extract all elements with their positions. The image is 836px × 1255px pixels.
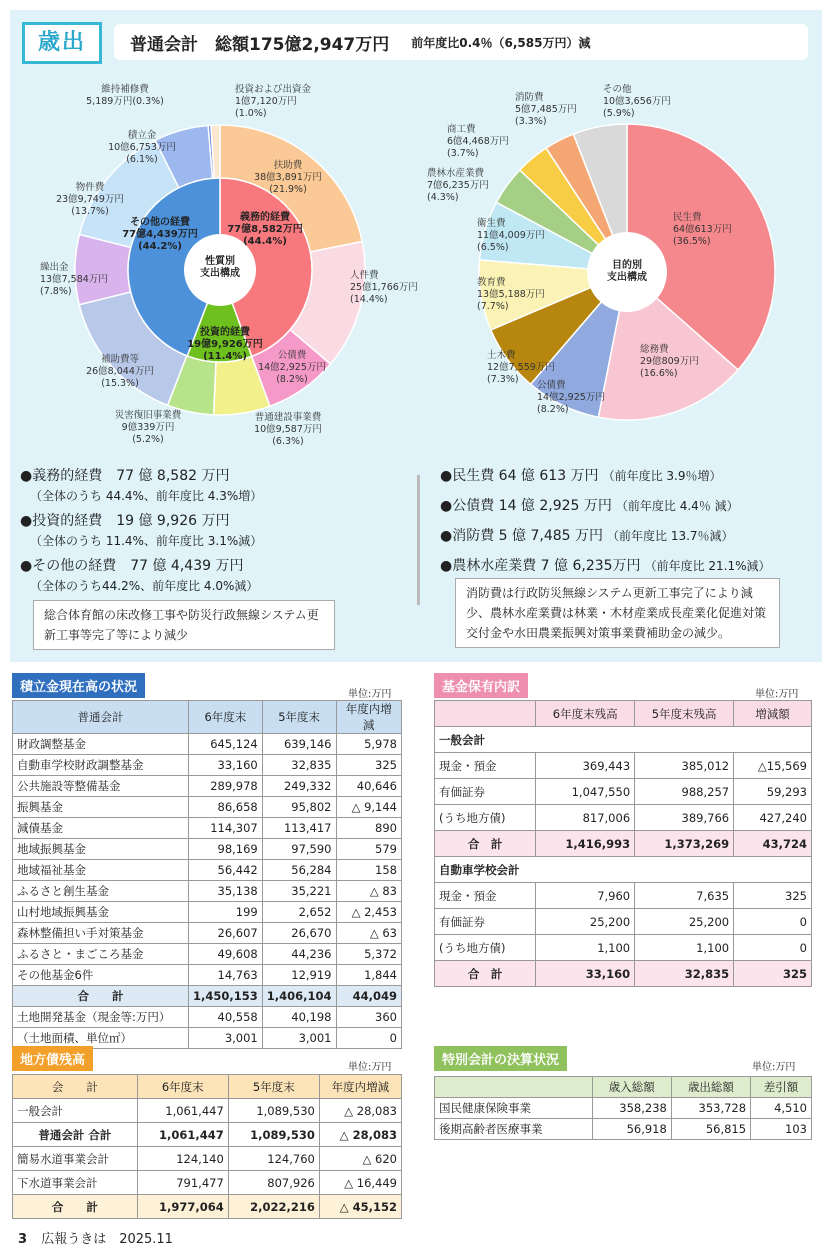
purpose-label-9: その他 10億3,656万円(5.9%)	[603, 84, 671, 119]
table-cell: 360	[336, 1007, 402, 1028]
special-unit: 単位:万円	[752, 1062, 796, 1073]
table-row	[13, 701, 402, 734]
table-cell: 40,558	[189, 1007, 263, 1028]
table-row	[13, 755, 402, 776]
table-cell: 森林整備担い手対策基金	[13, 923, 189, 944]
left-bullet-0: ●義務的経費 77 億 8,582 万円	[20, 468, 230, 484]
outer-label-3: 普通建設事業費 10億9,587万円(6.3%)	[254, 412, 322, 447]
left-bullet-1: ●投資的経費 19 億 9,926 万円	[20, 513, 230, 529]
purpose-label-3: 土木費 12億7,559万円(7.3%)	[487, 350, 555, 385]
table-cell: 358,238	[592, 1098, 671, 1119]
table-row	[435, 831, 812, 857]
table-cell: 3,001	[189, 1028, 263, 1049]
table-cell: 103	[751, 1119, 812, 1140]
right-bullet-3: ●農林水産業費 7 億 6,235万円 （前年度比 21.1%減）	[440, 558, 771, 574]
table-row	[435, 1119, 812, 1140]
table-cell: 歳入総額	[592, 1077, 671, 1098]
debt-table	[12, 1074, 402, 1219]
table-row	[13, 1007, 402, 1028]
assets-unit: 単位:万円	[755, 689, 799, 700]
debt-unit: 単位:万円	[348, 1062, 392, 1073]
table-row	[13, 1099, 402, 1123]
table-cell: 25,200	[635, 909, 734, 935]
table-cell: 32,835	[635, 961, 734, 987]
table-row	[13, 923, 402, 944]
table-cell: 35,138	[189, 881, 263, 902]
table-cell: 増減額	[734, 701, 812, 727]
left-bullet-2: ●その他の経費 77 億 4,439 万円	[20, 558, 244, 574]
divider	[417, 475, 420, 605]
table-cell: (うち地方債)	[435, 805, 536, 831]
table-cell: 199	[189, 902, 263, 923]
table-cell: 1,100	[635, 935, 734, 961]
table-cell: 0	[734, 935, 812, 961]
outer-label-6: 繰出金 13億7,584万円(7.8%)	[40, 262, 108, 297]
table-cell: 40,198	[262, 1007, 336, 1028]
right-bullet-sub-1: （前年度比 4.4％ 減）	[615, 499, 739, 513]
note-right: 消防費は行政防災無線システム更新工事完了により減少、農林水産業費は林業・木材産業成長産業化促進対策交付金や水田農業振興対策事業費補助金の減少。	[455, 578, 780, 648]
right-bullet-0: ●民生費 64 億 613 万円 （前年度比 3.9％増）	[440, 468, 722, 484]
table-cell: 普通会計	[13, 701, 189, 734]
table-cell: 56,918	[592, 1119, 671, 1140]
table-cell: (うち地方債)	[435, 935, 536, 961]
table-cell: 33,160	[189, 755, 263, 776]
debt-title: 地方債残高	[12, 1046, 93, 1071]
table-row	[435, 883, 812, 909]
table-cell: 32,835	[262, 755, 336, 776]
table-cell: △ 28,083	[319, 1099, 401, 1123]
purpose-label-4: 教育費 13億5,188万円(7.7%)	[477, 277, 545, 312]
group-row	[435, 727, 812, 753]
table-cell: 56,442	[189, 860, 263, 881]
right-pie-center: 目的別支出構成	[607, 260, 647, 283]
table-cell: 1,089,530	[228, 1099, 319, 1123]
table-cell: 817,006	[536, 805, 635, 831]
inner-label-2: その他の経費 77億4,439万円(44.2%)	[122, 217, 198, 252]
group-label: 自動車学校会計	[435, 857, 812, 883]
fund-title: 積立金現在高の状況	[12, 673, 145, 698]
table-row	[13, 860, 402, 881]
right-bullet-2: ●消防費 5 億 7,485 万円 （前年度比 13.7％減）	[440, 528, 734, 544]
table-cell: △ 83	[336, 881, 402, 902]
purpose-label-7: 商工費 6億4,468万円(3.7%)	[447, 124, 509, 159]
table-cell: 86,658	[189, 797, 263, 818]
table-row	[13, 734, 402, 755]
table-cell: 44,049	[336, 986, 402, 1007]
purpose-pie-chart	[425, 80, 815, 450]
right-bullet-sub-2: （前年度比 13.7％減）	[607, 529, 734, 543]
table-cell: 95,802	[262, 797, 336, 818]
purpose-label-1: 総務費 29億809万円(16.6%)	[640, 344, 699, 379]
table-cell: 3,001	[262, 1028, 336, 1049]
table-cell: 1,047,550	[536, 779, 635, 805]
outer-label-5: 補助費等 26億8,044万円(15.3%)	[86, 354, 154, 389]
table-cell	[435, 701, 536, 727]
table-cell: 国民健康保険事業	[435, 1098, 593, 1119]
table-cell: 97,590	[262, 839, 336, 860]
table-cell: △ 620	[319, 1147, 401, 1171]
table-cell: 325	[336, 755, 402, 776]
table-cell: 現金・預金	[435, 753, 536, 779]
table-cell: 12,919	[262, 965, 336, 986]
outer-label-1: 人件費 25億1,766万円(14.4%)	[350, 270, 418, 305]
table-cell: 後期高齢者医療事業	[435, 1119, 593, 1140]
table-row	[13, 818, 402, 839]
table-cell: 1,100	[536, 935, 635, 961]
outer-label-9: 維持補修費 5,189万円(0.3%)	[86, 84, 164, 107]
table-cell: 土地開発基金（現金等:万円）	[13, 1007, 189, 1028]
table-row	[13, 944, 402, 965]
table-cell: 40,646	[336, 776, 402, 797]
right-bullet-sub-0: （前年度比 3.9％増）	[602, 469, 722, 483]
group-label: 一般会計	[435, 727, 812, 753]
table-cell: 5年度末	[262, 701, 336, 734]
table-cell: △ 45,152	[319, 1195, 401, 1219]
special-table	[434, 1076, 812, 1140]
table-cell: 890	[336, 818, 402, 839]
table-cell: 地域福祉基金	[13, 860, 189, 881]
purpose-label-2: 公債費 14億2,925万円(8.2%)	[537, 380, 605, 415]
right-bullet-sub-3: （前年度比 21.1%減）	[644, 559, 771, 573]
table-row	[435, 701, 812, 727]
table-cell: 年度内増減	[319, 1075, 401, 1099]
table-cell: 簡易水道事業会計	[13, 1147, 138, 1171]
table-cell: 35,221	[262, 881, 336, 902]
table-cell: △ 28,083	[319, 1123, 401, 1147]
table-cell: 6年度末	[137, 1075, 228, 1099]
table-cell: 1,416,993	[536, 831, 635, 857]
right-bullets	[440, 465, 810, 585]
table-row	[13, 1195, 402, 1219]
table-cell: △ 2,453	[336, 902, 402, 923]
publication: 広報うきは 2025.11	[41, 1232, 173, 1247]
table-cell: 249,332	[262, 776, 336, 797]
table-cell: 43,724	[734, 831, 812, 857]
table-row	[435, 935, 812, 961]
purpose-label-6: 農林水産業費 7億6,235万円(4.3%)	[427, 168, 489, 203]
table-row	[13, 1171, 402, 1195]
table-cell: 4,510	[751, 1098, 812, 1119]
table-cell: 14,763	[189, 965, 263, 986]
table-cell: 59,293	[734, 779, 812, 805]
table-cell: 歳出総額	[671, 1077, 750, 1098]
table-cell: 普通会計 合計	[13, 1123, 138, 1147]
table-cell: 1,977,064	[137, 1195, 228, 1219]
table-cell: 年度内増減	[336, 701, 402, 734]
table-cell: 807,926	[228, 1171, 319, 1195]
table-cell: 113,417	[262, 818, 336, 839]
outer-label-0: 扶助費 38億3,891万円(21.9%)	[254, 160, 322, 195]
table-cell: 389,766	[635, 805, 734, 831]
table-row	[13, 1123, 402, 1147]
table-cell: ふるさと創生基金	[13, 881, 189, 902]
special-title: 特別会計の決算状況	[434, 1046, 567, 1071]
table-cell: 369,443	[536, 753, 635, 779]
fund-unit: 単位:万円	[348, 689, 392, 700]
footer	[18, 1228, 173, 1247]
table-cell: 7,960	[536, 883, 635, 909]
table-cell: 減債基金	[13, 818, 189, 839]
table-cell	[435, 1077, 593, 1098]
section-badge: 歳出	[22, 22, 102, 64]
table-row	[13, 965, 402, 986]
table-row	[13, 881, 402, 902]
table-cell: 1,373,269	[635, 831, 734, 857]
inner-label-0: 義務的経費 77億8,582万円(44.4%)	[227, 212, 303, 247]
table-cell: 財政調整基金	[13, 734, 189, 755]
table-cell: 1,061,447	[137, 1123, 228, 1147]
table-cell: 639,146	[262, 734, 336, 755]
right-bullet-1: ●公債費 14 億 2,925 万円 （前年度比 4.4％ 減）	[440, 498, 739, 514]
table-cell: 124,140	[137, 1147, 228, 1171]
table-cell: 5年度末	[228, 1075, 319, 1099]
table-cell: 1,450,153	[189, 986, 263, 1007]
table-cell: 289,978	[189, 776, 263, 797]
total-amount: 普通会計 総額175億2,947万円	[130, 34, 390, 55]
table-row	[435, 1077, 812, 1098]
table-cell: 振興基金	[13, 797, 189, 818]
table-row	[435, 805, 812, 831]
table-cell: （土地面積、単位㎡）	[13, 1028, 189, 1049]
table-cell: 1,844	[336, 965, 402, 986]
assets-title: 基金保有内訳	[434, 673, 528, 698]
table-cell: △ 16,449	[319, 1171, 401, 1195]
note-left: 総合体育館の床改修工事や防災行政無線システム更新工事等完了等により減少	[33, 600, 335, 650]
table-row	[13, 1147, 402, 1171]
table-cell: 会 計	[13, 1075, 138, 1099]
outer-label-8: 積立金 10億6,753万円(6.1%)	[108, 130, 176, 165]
table-cell: 合 計	[435, 961, 536, 987]
table-cell: 下水道事業会計	[13, 1171, 138, 1195]
table-row	[13, 839, 402, 860]
table-cell: 自動車学校財政調整基金	[13, 755, 189, 776]
left-bullet-sub-2: （全体のうち44.2%、前年度比 4.0%減）	[30, 579, 259, 593]
table-cell: 25,200	[536, 909, 635, 935]
table-cell: 427,240	[734, 805, 812, 831]
table-cell: 合 計	[435, 831, 536, 857]
table-cell: 0	[734, 909, 812, 935]
table-cell: 公共施設等整備基金	[13, 776, 189, 797]
table-row	[435, 753, 812, 779]
left-bullets	[20, 465, 410, 600]
table-row	[13, 902, 402, 923]
table-cell: 44,236	[262, 944, 336, 965]
table-cell: 325	[734, 961, 812, 987]
left-bullet-sub-1: （全体のうち 11.4%、前年度比 3.1%減）	[30, 534, 263, 548]
table-row	[13, 797, 402, 818]
table-cell: 353,728	[671, 1098, 750, 1119]
nature-pie-chart	[30, 80, 418, 460]
table-cell: 385,012	[635, 753, 734, 779]
headline	[114, 24, 808, 60]
table-cell: 158	[336, 860, 402, 881]
table-cell: 5,372	[336, 944, 402, 965]
table-cell: 0	[336, 1028, 402, 1049]
table-cell: 合 計	[13, 1195, 138, 1219]
table-cell: 1,061,447	[137, 1099, 228, 1123]
purpose-label-5: 衛生費 11億4,009万円(6.5%)	[477, 218, 545, 253]
table-cell: △ 63	[336, 923, 402, 944]
purpose-label-0: 民生費 64億613万円(36.5%)	[673, 212, 732, 247]
table-cell: 現金・預金	[435, 883, 536, 909]
table-row	[435, 961, 812, 987]
table-row	[13, 776, 402, 797]
table-cell: 7,635	[635, 883, 734, 909]
table-cell: 1,089,530	[228, 1123, 319, 1147]
table-cell: 差引額	[751, 1077, 812, 1098]
left-bullet-sub-0: （全体のうち 44.4%、前年度比 4.3%増）	[30, 489, 263, 503]
table-row	[435, 779, 812, 805]
table-cell: 114,307	[189, 818, 263, 839]
table-cell: 124,760	[228, 1147, 319, 1171]
purpose-label-8: 消防費 5億7,485万円(3.3%)	[515, 92, 577, 127]
table-cell: △15,569	[734, 753, 812, 779]
table-cell: 有価証券	[435, 779, 536, 805]
table-cell: 56,284	[262, 860, 336, 881]
year-comparison: 前年度比0.4％（6,585万円）減	[411, 35, 591, 50]
table-cell: 2,652	[262, 902, 336, 923]
table-cell: 2,022,216	[228, 1195, 319, 1219]
outer-label-4: 災害復旧事業費 9億339万円(5.2%)	[114, 410, 182, 445]
inner-label-1: 投資的経費 19億9,926万円(11.4%)	[187, 327, 263, 362]
table-cell: 325	[734, 883, 812, 909]
table-cell: 合 計	[13, 986, 189, 1007]
table-cell: 791,477	[137, 1171, 228, 1195]
table-cell: △ 9,144	[336, 797, 402, 818]
table-cell: 5,978	[336, 734, 402, 755]
assets-table	[434, 700, 812, 987]
table-cell: 1,406,104	[262, 986, 336, 1007]
table-cell: 645,124	[189, 734, 263, 755]
table-row	[435, 909, 812, 935]
table-row	[13, 986, 402, 1007]
fund-table	[12, 700, 402, 1049]
table-cell: 49,608	[189, 944, 263, 965]
table-cell: ふるさと・まごころ基金	[13, 944, 189, 965]
group-row	[435, 857, 812, 883]
table-cell: 579	[336, 839, 402, 860]
table-cell: 33,160	[536, 961, 635, 987]
table-cell: 26,670	[262, 923, 336, 944]
table-cell: 山村地域振興基金	[13, 902, 189, 923]
outer-label-10: 投資および出資金 1億7,120万円(1.0%)	[235, 84, 312, 119]
table-cell: その他基金6件	[13, 965, 189, 986]
outer-label-2: 公債費 14億2,925万円(8.2%)	[258, 350, 326, 385]
table-cell: 6年度末残高	[536, 701, 635, 727]
table-cell: 56,815	[671, 1119, 750, 1140]
table-cell: 一般会計	[13, 1099, 138, 1123]
table-row	[435, 1098, 812, 1119]
table-cell: 有価証券	[435, 909, 536, 935]
table-cell: 地域振興基金	[13, 839, 189, 860]
page-number: 3	[18, 1232, 28, 1247]
table-cell: 6年度末	[189, 701, 263, 734]
outer-label-7: 物件費 23億9,749万円(13.7%)	[56, 182, 124, 217]
table-cell: 988,257	[635, 779, 734, 805]
left-pie-center: 性質別支出構成	[200, 256, 240, 279]
table-cell: 98,169	[189, 839, 263, 860]
table-cell: 5年度末残高	[635, 701, 734, 727]
table-cell: 26,607	[189, 923, 263, 944]
table-row	[13, 1075, 402, 1099]
